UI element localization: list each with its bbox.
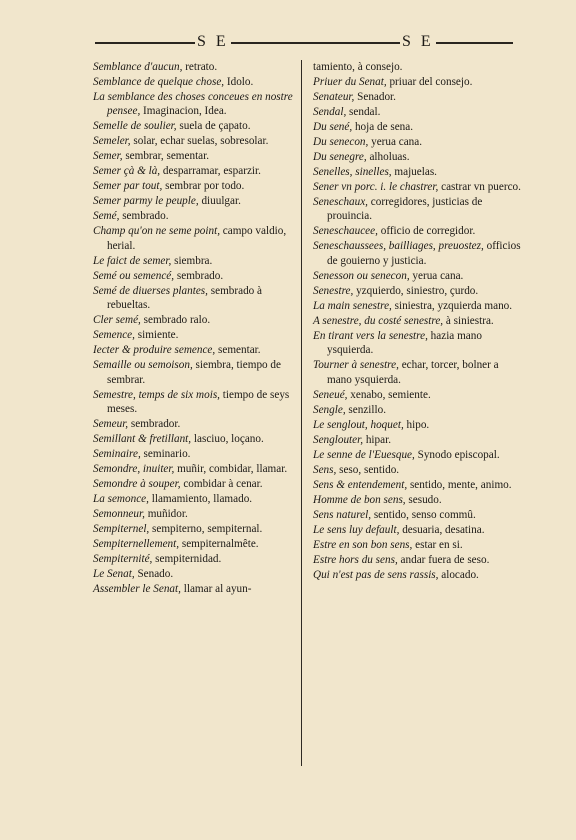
entry-headword: Sener vn porc. i. le chastrer, [313, 181, 439, 193]
header-rule [95, 42, 513, 44]
entry-headword: Seminaire, [93, 448, 141, 461]
entry-translation: hipar. [363, 433, 391, 446]
dictionary-entry [313, 75, 523, 89]
entry-headword: Semeler, [93, 135, 131, 148]
entry-headword: Semonneur, [93, 508, 145, 521]
entry-translation: yerua cana. [409, 269, 464, 282]
header-right-letters: S E [402, 33, 434, 50]
dictionary-entry [313, 568, 523, 582]
entry-translation: yzquierdo, siniestro, çurdo. [353, 284, 479, 297]
dictionary-entry [313, 239, 523, 268]
dictionary-entry [93, 522, 303, 536]
entry-headword: Senesson ou senecon, [313, 269, 410, 282]
dictionary-entry [93, 164, 303, 178]
entry-translation: tiempo de seys meses. [107, 388, 290, 416]
dictionary-entry [313, 433, 523, 447]
entry-translation: yerua cana. [368, 136, 423, 148]
entry-headword: Du senecon, [313, 136, 369, 148]
entry-translation: simiente. [134, 329, 179, 342]
entry-translation: sementar. [215, 344, 261, 357]
dictionary-entry [93, 462, 303, 476]
entry-translation: lasciuo, loçano. [191, 433, 264, 446]
dictionary-entry [313, 269, 523, 283]
entry-headword: Le senglout, hoquet, [313, 418, 404, 431]
entry-translation: desparramar, esparzir. [160, 165, 261, 178]
entry-headword: Semer, [93, 150, 123, 163]
entry-headword: Seneschaucee, [313, 225, 378, 238]
entry-translation: à siniestra. [443, 314, 494, 327]
entry-translation: andar fuera de seso. [397, 553, 490, 566]
entry-translation: siembra. [171, 254, 213, 267]
entry-headword: Seneué, [313, 388, 348, 401]
entry-translation: officios de gouierno y justicia. [327, 240, 521, 267]
entry-translation: seso, sentido. [336, 463, 400, 476]
dictionary-entry [313, 105, 523, 119]
entry-translation: sembrado à rebueltas. [107, 284, 263, 312]
dictionary-entry [313, 195, 523, 224]
entry-translation: siniestra, yzquierda mano. [391, 299, 513, 312]
dictionary-entry [93, 552, 303, 566]
entry-translation: Senador. [354, 91, 396, 103]
entry-headword: Tourner à senestre, [313, 359, 399, 372]
dictionary-entry [93, 134, 303, 148]
entry-headword: Le senne de l'Euesque, [313, 448, 415, 461]
entry-headword: Semé ou semencé, [93, 269, 175, 282]
entry-translation: seminario. [140, 448, 191, 461]
dictionary-entry [93, 582, 303, 596]
entry-translation: sempiternalmête. [179, 538, 259, 551]
entry-headword: Semillant & fretillant, [93, 433, 192, 446]
entry-headword: Le Senat, [93, 568, 135, 581]
dictionary-entry [93, 537, 303, 551]
entry-headword: Semeur, [93, 418, 129, 431]
dictionary-entry [93, 388, 303, 417]
dictionary-entry [313, 478, 523, 492]
entry-headword: Cler semé, [93, 314, 141, 327]
entry-translation: sembrar por todo. [162, 180, 245, 193]
running-header [95, 33, 513, 51]
dictionary-entry [93, 254, 303, 268]
dictionary-entry [313, 314, 523, 328]
entry-translation: hoja de sena. [352, 121, 414, 133]
dictionary-entry [93, 209, 303, 223]
dictionary-entry [313, 538, 523, 552]
entry-translation: majuelas. [391, 166, 437, 178]
dictionary-entry [93, 358, 303, 387]
entry-headword: Semelle de soulier, [93, 120, 177, 133]
entry-translation: campo valdio, herial. [107, 225, 287, 252]
entry-headword: Priuer du Senat, [313, 76, 387, 88]
dictionary-entry [313, 493, 523, 507]
entry-headword: Senateur, [313, 91, 355, 103]
entry-headword: Sengle, [313, 403, 346, 416]
entry-headword: Semer parmy le peuple, [93, 195, 199, 208]
dictionary-entry [93, 269, 303, 283]
entry-translation: Idolo. [224, 76, 254, 88]
entry-headword: Semé de diuerses plantes, [93, 284, 208, 297]
dictionary-entry [313, 150, 523, 164]
entry-headword: Semondre, inuiter, [93, 463, 175, 476]
entry-headword: La semonce, [93, 493, 149, 506]
entry-headword: Champ qu'on ne seme point, [93, 225, 220, 238]
entry-translation: tamiento, à consejo. [313, 61, 403, 73]
entry-headword: Le faict de semer, [93, 254, 172, 267]
entry-headword: Semence, [93, 329, 135, 342]
dictionary-entry [313, 523, 523, 537]
dictionary-entry [313, 120, 523, 134]
entry-translation: suela de çapato. [176, 120, 251, 133]
entry-translation: solar, echar suelas, sobresolar. [130, 135, 269, 148]
dictionary-entry [93, 119, 303, 133]
entry-translation: diuulgar. [198, 195, 241, 208]
dictionary-entry [93, 567, 303, 581]
entry-translation: sembrar, sementar. [122, 150, 210, 163]
dictionary-entry [93, 447, 303, 461]
entry-headword: Du sené, [313, 121, 353, 133]
dictionary-entry [313, 463, 523, 477]
dictionary-entry [313, 403, 523, 417]
entry-headword: Homme de bon sens, [313, 493, 406, 506]
entry-headword: Assembler le Senat, [93, 583, 181, 596]
entry-translation: siembra, tiempo de sembrar. [107, 359, 281, 386]
dictionary-entry [313, 508, 523, 522]
entry-headword: Senelles, sinelles, [313, 166, 392, 178]
entry-headword: Qui n'est pas de sens rassis, [313, 568, 439, 581]
entry-headword: A senestre, du costé senestre, [313, 314, 444, 327]
entry-translation: sembrado ralo. [140, 314, 211, 327]
entry-translation: Senado. [134, 568, 174, 581]
entry-headword: Senglouter, [313, 433, 364, 446]
entry-headword: Le sens luy default, [313, 523, 400, 536]
entry-headword: Semblance d'aucun, [93, 61, 183, 73]
entry-headword: Sempiternel, [93, 523, 150, 536]
entry-headword: Sens, [313, 463, 337, 476]
dictionary-entry [93, 149, 303, 163]
entry-headword: Estre hors du sens, [313, 553, 398, 566]
entry-headword: Sendal, [313, 106, 347, 118]
dictionary-entry [313, 224, 523, 238]
entry-translation: sembrador. [128, 418, 181, 431]
entry-translation: Synodo episcopal. [414, 448, 500, 461]
entry-headword: Sens naturel, [313, 508, 372, 521]
entry-translation: Imaginacion, Idea. [140, 105, 227, 118]
dictionary-entry [313, 165, 523, 179]
entry-headword: Semaille ou semoison, [93, 359, 193, 372]
entry-headword: Sens & entendement, [313, 478, 408, 491]
entry-translation: hipo. [403, 418, 430, 431]
dictionary-entry [93, 224, 303, 253]
entry-headword: Seneschaussees, bailliages, preuostez, [313, 240, 484, 253]
dictionary-entry [93, 492, 303, 506]
entry-headword: Senestre, [313, 284, 354, 297]
entry-headword: Semer par tout, [93, 180, 163, 193]
dictionary-entry [93, 179, 303, 193]
dictionary-entry [93, 507, 303, 521]
entry-headword: Semblance de quelque chose, [93, 76, 225, 88]
dictionary-entry [313, 135, 523, 149]
entry-translation: sembrado. [119, 210, 169, 223]
dictionary-entry [313, 90, 523, 104]
entry-headword: Semondre à souper, [93, 478, 181, 491]
right-column [313, 60, 523, 583]
entry-translation: corregidores, justicias de prouincia. [327, 196, 483, 223]
header-left-letters: S E [197, 33, 229, 50]
dictionary-entry [313, 284, 523, 298]
entry-translation: muñir, combidar, llamar. [174, 463, 288, 476]
entry-translation: alocado. [438, 568, 479, 581]
dictionary-entry [93, 90, 303, 119]
entry-translation: hazia mano ysquierda. [327, 329, 482, 357]
entry-translation: sentido, mente, animo. [407, 478, 512, 491]
left-column [93, 60, 303, 597]
entry-headword: Semer çà & là, [93, 165, 161, 178]
entry-headword: Du senegre, [313, 151, 367, 163]
entry-translation: castrar vn puerco. [438, 181, 521, 193]
dictionary-entry [93, 284, 303, 313]
entry-translation: llamamiento, llamado. [148, 493, 253, 506]
dictionary-entry [313, 60, 523, 74]
entry-translation: sendal. [346, 106, 381, 118]
entry-translation: sentido, senso commû. [371, 508, 476, 521]
entry-headword: La semblance des choses conceues en nostre pensee, [93, 91, 293, 118]
dictionary-entry [313, 448, 523, 462]
entry-headword: Estre en son bon sens, [313, 538, 413, 551]
entry-translation: senzillo. [345, 403, 387, 416]
dictionary-entry [313, 180, 523, 194]
dictionary-entry [313, 553, 523, 567]
dictionary-entry [313, 358, 523, 387]
dictionary-entry [93, 60, 303, 74]
entry-translation: sesudo. [405, 493, 442, 506]
entry-translation: sembrado. [174, 269, 224, 282]
entry-translation: sempiterno, sempiternal. [149, 523, 263, 536]
dictionary-entry [313, 388, 523, 402]
dictionary-entry [93, 417, 303, 431]
entry-headword: Semé, [93, 210, 120, 223]
entry-headword: Sempiternité, [93, 553, 153, 566]
dictionary-entry [313, 299, 523, 313]
dictionary-entry [93, 477, 303, 491]
dictionary-entry [93, 328, 303, 342]
dictionary-entry [93, 432, 303, 446]
entry-translation: echar, torcer, bolner a mano ysquierda. [327, 359, 499, 386]
dictionary-entry [93, 313, 303, 327]
entry-translation: officio de corregidor. [377, 225, 476, 238]
entry-headword: Iecter & produire semence, [93, 344, 216, 357]
entry-headword: La main senestre, [313, 299, 392, 312]
entry-translation: estar en si. [412, 538, 463, 551]
entry-translation: priuar del consejo. [386, 76, 473, 88]
entry-translation: desuaria, desatina. [399, 523, 485, 536]
dictionary-entry [93, 343, 303, 357]
dictionary-entry [313, 418, 523, 432]
dictionary-entry [313, 329, 523, 358]
entry-translation: alholuas. [366, 151, 410, 163]
entry-translation: retrato. [182, 61, 218, 73]
entry-translation: llamar al ayun- [180, 583, 252, 596]
entry-translation: xenabo, semiente. [347, 388, 431, 401]
entry-translation: muñidor. [144, 508, 188, 521]
entry-translation: sempiternidad. [152, 553, 222, 566]
dictionary-entry [93, 75, 303, 89]
entry-headword: Seneschaux, [313, 196, 368, 208]
dictionary-entry [93, 194, 303, 208]
entry-headword: Sempiternellement, [93, 538, 180, 551]
entry-translation: combidar à cenar. [180, 478, 263, 491]
entry-headword: En tirant vers la senestre, [313, 329, 428, 342]
entry-headword: Semestre, temps de six mois, [93, 388, 220, 401]
